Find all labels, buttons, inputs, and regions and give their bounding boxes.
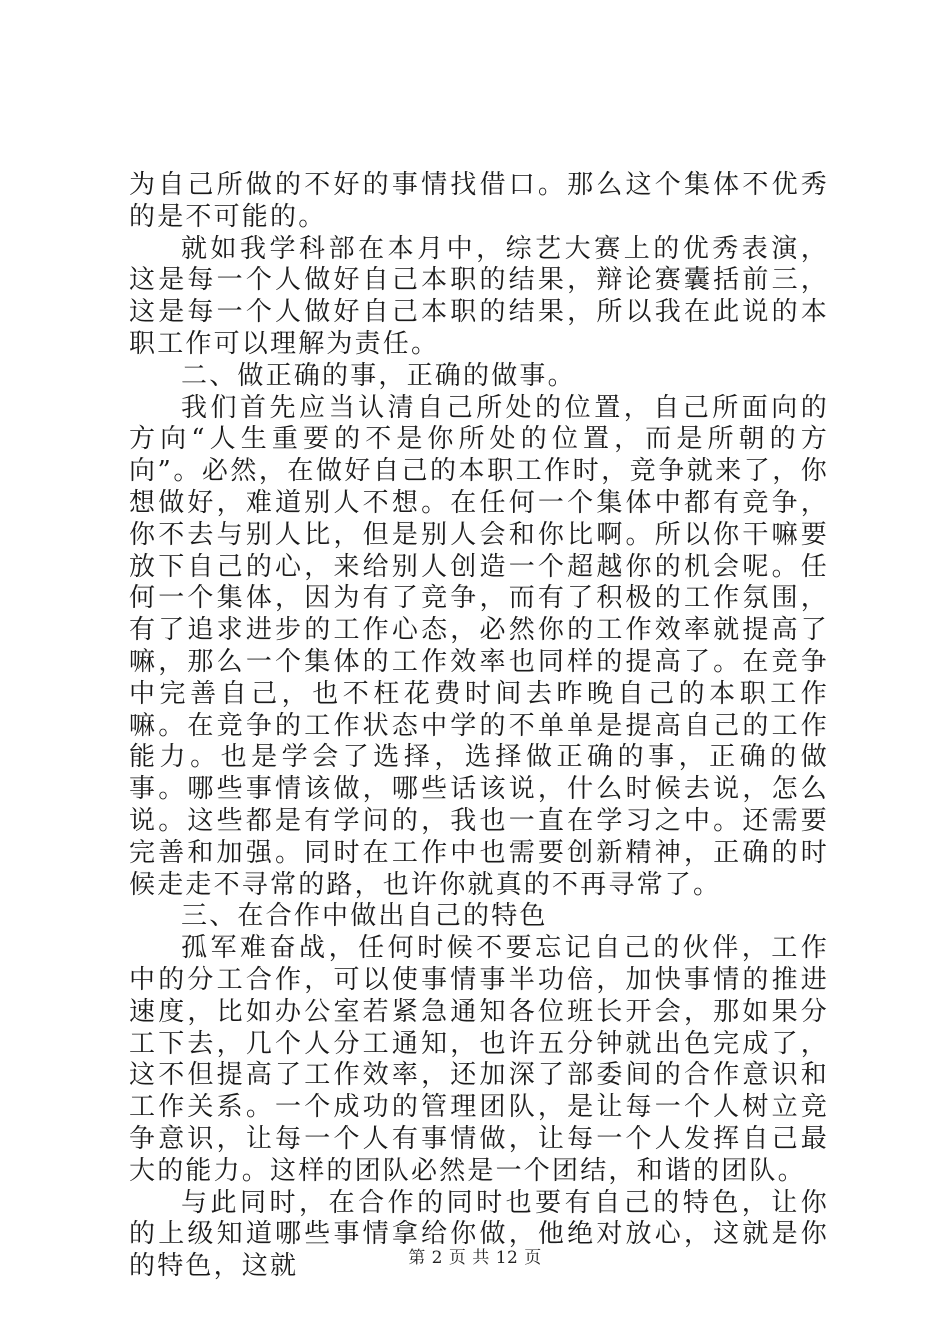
page-number-footer: 第 2 页 共 12 页 (408, 1248, 542, 1268)
paragraph-cooperation: 孤军难奋战，任何时候不要忘记自己的伙伴，工作中的分工合作，可以使事情事半功倍，加快事情的推进速度，比如办公室若紧急通知各位班长开会，那如果分工下去，几个人分工通知，也许五分钟就出色完成了，这不但提高了工作效率，还加深了部委间的合作意识和工作关系。一个成功的管理团队，是让每一个人树立竞争意识，让每一个人有事情做，让每一个人发挥自己最大的能力。这样的团队必然是一个团结，和谐的团队。 (129, 933, 829, 1186)
paragraph-competition: 我们首先应当认清自己所处的位置，自己所面向的方向“人生重要的不是你所处的位置，而是所朝的方向”。必然，在做好自己的本职工作时，竞争就来了，你想做好，难道别人不想。在任何一个集体中都有竞争，你不去与别人比，但是别人会和你比啊。所以你干嘛要放下自己的心，来给别人创造一个超越你的机会呢。任何一个集体，因为有了竞争，而有了积极的工作氛围，有了追求进步的工作心态，必然你的工作效率就提高了嘛，那么一个集体的工作效率也同样的提高了。在竞争中完善自己，也不枉花费时间去昨晚自己的本职工作嘛。在竞争的工作状态中学的不单单是提高自己的工作能力。也是学会了选择，选择做正确的事，正确的做事。哪些事情该做，哪些话该说，什么时候去说，怎么说。这些都是有学问的，我也一直在学习之中。还需要完善和加强。同时在工作中也需要创新精神，正确的时候走走不寻常的路，也许你就真的不再寻常了。 (129, 392, 829, 900)
document-body (129, 170, 829, 1283)
section-heading-two: 二、做正确的事，正确的做事。 (181, 360, 576, 391)
paragraph-characteristics: 与此同时，在合作的同时也要有自己的特色，让你的上级知道哪些事情拿给你做，他绝对放心，这就是你的特色，这就 (129, 1187, 829, 1282)
section-heading-three: 三、在合作中做出自己的特色 (181, 901, 548, 932)
paragraph-example: 就如我学科部在本月中，综艺大赛上的优秀表演，这是每一个人做好自己本职的结果，辩论赛囊括前三，这是每一个人做好自己本职的结果，所以我在此说的本职工作可以理解为责任。 (129, 233, 829, 359)
paragraph-intro-continuation: 为自己所做的不好的事情找借口。那么这个集体不优秀的是不可能的。 (129, 170, 829, 232)
